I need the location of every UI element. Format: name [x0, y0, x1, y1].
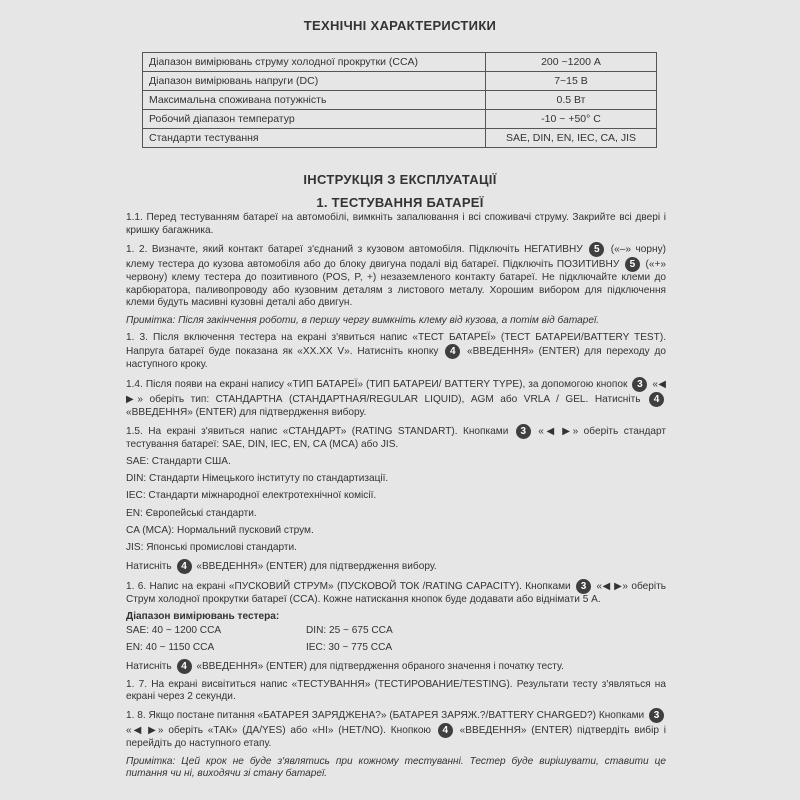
paragraph-1-6: 1. 6. Напис на екрані «ПУСКОВИЙ СТРУМ» (ПУСКОВОЙ ТОК /RATING CAPACITY). Кнопками 3 «◀ ▶» оберіть Струм холодної прокрутки батареї (CCA). Кожне натискання кнопок буде додавати або віднімати 5 А.	[126, 580, 666, 605]
spec-value: -10 ~ +50° С	[486, 110, 657, 129]
standard-item: JIS: Японські промислові стандарти.	[126, 542, 297, 554]
confirm-2: Натисніть 4 «ВВЕДЕННЯ» (ENTER) для підтвердження обраного значення і початку тесту.	[126, 661, 564, 673]
button-5-icon: 5	[625, 257, 640, 272]
ranges-title: Діапазон вимірювань тестера:	[126, 610, 280, 622]
spec-value: 7~15 В	[486, 72, 657, 91]
specs-table	[142, 52, 657, 148]
standard-item: SAE: Стандарти США.	[126, 456, 231, 468]
note-2: Примітка: Цей крок не буде з'являтись при кожному тестуванні. Тестер буде вирішувати, ставити це питання чи ні, виходячи зі стану батареї.	[126, 755, 666, 780]
range-item: DIN: 25 ~ 675 CCA	[306, 624, 393, 636]
button-4-icon: 4	[177, 659, 192, 674]
button-3-icon: 3	[576, 579, 591, 594]
spec-label: Максимальна споживана потужність	[143, 91, 486, 110]
spec-label: Стандарти тестування	[143, 129, 486, 148]
spec-label: Робочий діапазон температур	[143, 110, 486, 129]
table-row	[143, 72, 657, 91]
table-row	[143, 91, 657, 110]
range-row	[126, 642, 666, 655]
table-row	[143, 129, 657, 148]
range-item: SAE: 40 ~ 1200 CCA	[126, 624, 222, 636]
button-3-icon: 3	[516, 424, 531, 439]
spec-label: Діапазон вимірювань струму холодної прокрутки (CCA)	[143, 53, 486, 72]
spec-value: SAE, DIN, EN, IEC, CA, JIS	[486, 129, 657, 148]
range-item: IEC: 30 ~ 775 CCA	[306, 641, 393, 653]
button-4-icon: 4	[438, 723, 453, 738]
confirm-1: Натисніть 4 «ВВЕДЕННЯ» (ENTER) для підтвердження вибору.	[126, 561, 437, 573]
specs-title: ТЕХНІЧНІ ХАРАКТЕРИСТИКИ	[303, 18, 497, 33]
paragraph-1-2: 1. 2. Визначте, який контакт батареї з'єднаний з кузовом автомобіля. Підключіть НЕГАТИВНУ 5 («–» чорну) клему тестера до кузова автомобіля або до блоку двигуна подалі від батареї. Підключіть ПОЗИТИВНУ 5 («+» червону) клему тестера до позитивного (POS, P, +) незаземленого контакту батареї. Не підключайте клеми до карбюратора, паливопроводу або кузовним деталям з листового металу. Хорошим вибором для підключення клеми будуть масивні кузовні деталі або двигун.	[126, 243, 667, 309]
spec-value: 0.5 Вт	[486, 91, 657, 110]
paragraph-1-5: 1.5. На екрані з'явиться напис «СТАНДАРТ» (RATING STANDART). Кнопками 3 «◀ ▶» оберіть стандарт тестування батареї: SAE, DIN, IEC, EN, CA (MCA) або JIS.	[126, 425, 667, 450]
button-4-icon: 4	[177, 559, 192, 574]
standard-item: CA (MCA): Нормальний пусковий струм.	[126, 524, 314, 536]
standard-item: IEC: Стандарти міжнародної електротехнічної комісії.	[126, 490, 377, 502]
range-row	[126, 625, 666, 638]
spec-value: 200 ~1200 А	[486, 53, 657, 72]
section-title: 1. ТЕСТУВАННЯ БАТАРЕЇ	[316, 195, 484, 210]
paragraph-1-7: 1. 7. На екрані висвітиться напис «ТЕСТУВАННЯ» (ТЕСТИРОВАНИЕ/TESTING). Результати тесту з'являться на екрані через 2 секунди.	[126, 678, 666, 703]
paragraph-1-8: 1. 8. Якщо постане питання «БАТАРЕЯ ЗАРЯДЖЕНА?» (БАТАРЕЯ ЗАРЯЖ.?/BATTERY CHARGED?) Кнопками 3 «◀ ▶» оберіть «ТАК» (ДА/YES) або «НІ» (НЕТ/NO). Кнопкою 4 «ВВЕДЕННЯ» (ENTER) підтвердіть вибір і перейдіть до наступного етапу.	[126, 710, 666, 750]
button-3-icon: 3	[632, 377, 647, 392]
button-4-icon: 4	[649, 392, 664, 407]
table-row	[143, 110, 657, 129]
standard-item: EN: Європейські стандарти.	[126, 507, 257, 519]
spec-label: Діапазон вимірювань напруги (DC)	[143, 72, 486, 91]
table-row	[143, 53, 657, 72]
note-1: Примітка: Після закінчення роботи, в першу чергу вимкніть клему від кузова, а потім від батареї.	[126, 314, 600, 326]
instructions-body	[126, 212, 666, 786]
button-3-icon: 3	[649, 708, 664, 723]
paragraph-1-4: 1.4. Після появи на екрані напису «ТИП БАТАРЕЇ» (ТИП БАТАРЕИ/ BATTERY TYPE), за допомогою кнопок 3 «◀ ▶» оберіть тип: СТАНДАРТНА (СТАНДАРТНАЯ/REGULAR LIQUID), AGM або VRLA / GEL. Натисніть 4 «ВВЕДЕННЯ» (ENTER) для підтвердження вибору.	[126, 378, 666, 418]
standard-item: DIN: Стандарти Німецького інституту по стандартизації.	[126, 473, 389, 485]
instructions-title: ІНСТРУКЦІЯ З ЕКСПЛУАТАЦІЇ	[303, 172, 497, 187]
button-4-icon: 4	[445, 344, 460, 359]
range-item: EN: 40 ~ 1150 CCA	[126, 641, 215, 653]
button-5-icon: 5	[589, 242, 604, 257]
paragraph-1-3: 1. 3. Після включення тестера на екрані з'явиться напис «ТЕСТ БАТАРЕЇ» (ТЕСТ БАТАРЕИ/BATTERY TEST). Напруга батареї буде показана як «XX.XX V». Натисніть кнопку 4 «ВВЕДЕННЯ» (ENTER) для переходу до наступного кроку.	[126, 331, 666, 371]
paragraph-1-1: 1.1. Перед тестуванням батареї на автомобілі, вимкніть запалювання і всі споживачі струму. Закрийте всі двері і кришку багажника.	[126, 212, 666, 236]
